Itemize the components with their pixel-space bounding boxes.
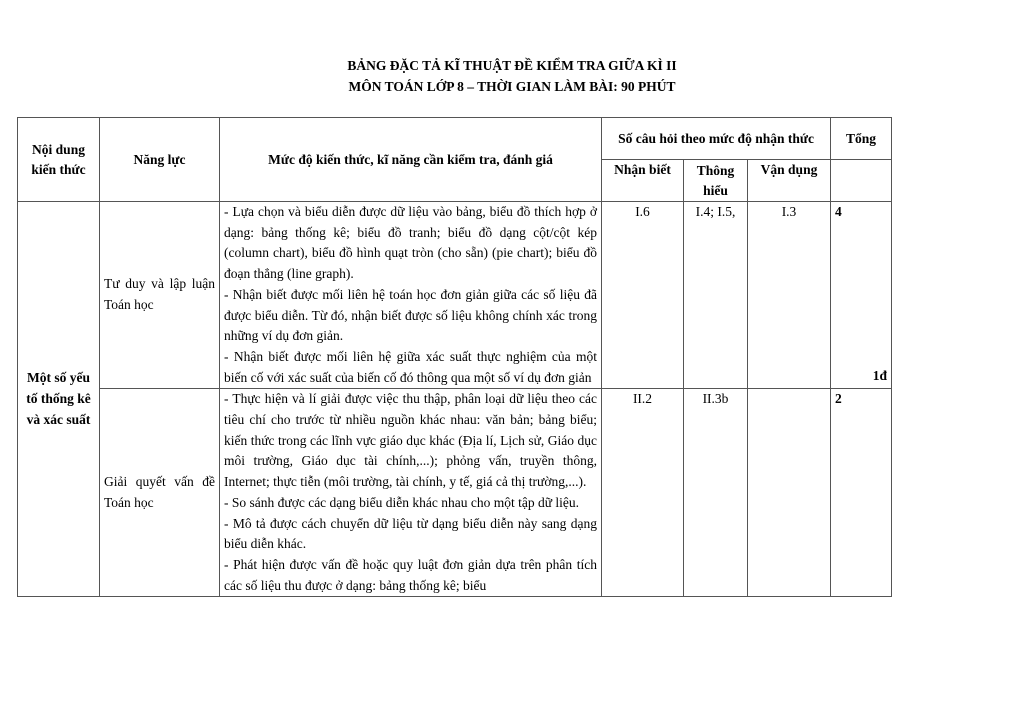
muc-do-item: - So sánh được các dạng biểu diễn khác nhau cho một tập dữ liệu.	[224, 494, 580, 510]
specification-table	[17, 117, 892, 597]
header-noi-dung: Nội dung kiến thức	[18, 118, 100, 202]
tong-cell	[831, 202, 892, 389]
nhan-biet-cell: I.6	[602, 202, 684, 389]
tong-value: 4	[835, 204, 842, 219]
header-row	[18, 118, 892, 160]
muc-do-item: - Thực hiện và lí giải được việc thu thập, phân loại dữ liệu theo các tiêu chí cho trước từ nhiều nguồn khác nhau: văn bản; bảng biểu; kiến thức trong các lĩnh vực giáo dục khác (Địa lí, Lịch sử, Giáo dục môi trường, Giáo dục tài chính,...); phỏng vấn, truyền thông, Internet; thực tiễn (môi trường, tài chính, y tế, giá cả thị trường,...).	[224, 391, 597, 490]
muc-do-item: - Nhận biết được mối liên hệ toán học đơn giản giữa các số liệu đã được biểu diễn. Từ đó, nhận biết được số liệu không chính xác trong những ví dụ đơn giản.	[224, 286, 597, 344]
table-row	[18, 202, 892, 389]
diem-value: 1đ	[872, 367, 888, 383]
thong-hieu-cell: II.3b	[684, 389, 748, 597]
muc-do-cell	[220, 202, 602, 389]
header-tong: Tổng	[831, 118, 892, 160]
header-so-cau: Số câu hỏi theo mức độ nhận thức	[602, 118, 831, 160]
table-row	[18, 389, 892, 597]
header-thong-hieu: Thông hiểu	[684, 160, 748, 202]
tong-cell	[831, 389, 892, 597]
tong-value: 2	[835, 391, 842, 407]
muc-do-item: - Lựa chọn và biểu diễn được dữ liệu vào bảng, biểu đồ thích hợp ở dạng: bảng thống kê; biểu đồ tranh; biểu đồ dạng cột/cột kép (column chart), biểu đồ hình quạt tròn (cho sẵn) (pie chart); biểu đồ đoạn thẳng (line graph).	[224, 204, 597, 282]
topic-cell: Một số yếu tố thống kê và xác suất	[18, 202, 100, 597]
muc-do-cell	[220, 389, 602, 597]
nang-luc-cell: Tư duy và lập luận Toán học	[100, 202, 220, 389]
muc-do-item: - Nhận biết được mối liên hệ giữa xác suất thực nghiệm của một biến cố với xác suất của biến cố đó thông qua một số ví dụ đơn giản	[224, 348, 597, 385]
header-van-dung: Vận dụng	[748, 160, 831, 202]
document-subtitle: MÔN TOÁN LỚP 8 – THỜI GIAN LÀM BÀI: 90 PHÚT	[348, 79, 676, 94]
thong-hieu-cell: I.4; I.5,	[684, 202, 748, 389]
nang-luc-cell: Giải quyết vấn đề Toán học	[100, 389, 220, 597]
muc-do-item: - Phát hiện được vấn đề hoặc quy luật đơn giản dựa trên phân tích các số liệu thu được ở dạng: bảng thống kê; biểu	[224, 556, 597, 593]
header-tong-empty	[831, 160, 892, 202]
header-muc-do: Mức độ kiến thức, kĩ năng cần kiểm tra, đánh giá	[220, 118, 602, 202]
document-title: BẢNG ĐẶC TẢ KĨ THUẬT ĐỀ KIỂM TRA GIỮA KÌ II	[347, 58, 677, 73]
header-nhan-biet: Nhận biết	[602, 160, 684, 202]
muc-do-item: - Mô tả được cách chuyển dữ liệu từ dạng biểu diễn này sang dạng biểu diễn khác.	[224, 515, 597, 552]
header-nang-luc: Năng lực	[100, 118, 220, 202]
van-dung-cell: I.3	[748, 202, 831, 389]
nhan-biet-cell: II.2	[602, 389, 684, 597]
van-dung-cell	[748, 389, 831, 597]
